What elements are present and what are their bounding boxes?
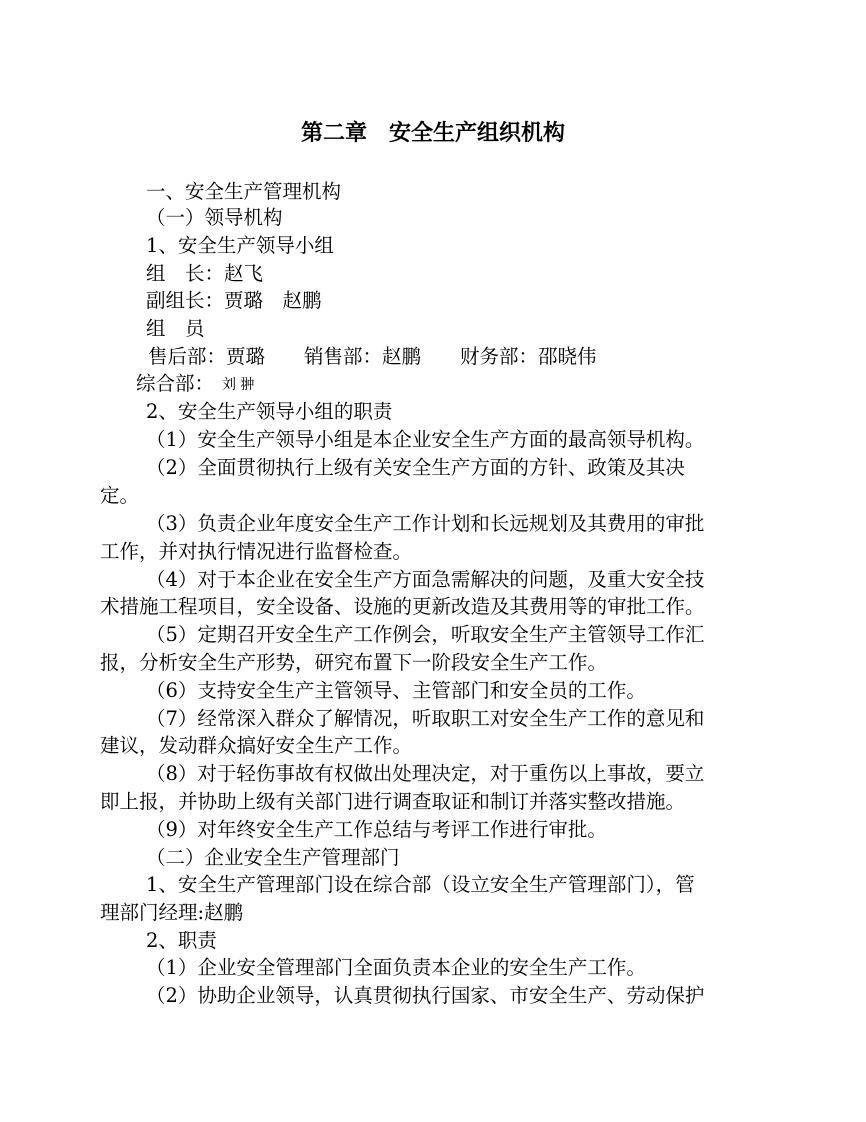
general-dept-label: 综合部： [136,372,215,395]
paragraph-line: （1）安全生产领导小组是本企业安全生产方面的最高领导机构。 [146,428,705,451]
paragraph-line: 工作，并对执行情况进行监督检查。 [100,540,413,563]
section-heading: 一、安全生产管理机构 [146,180,342,203]
general-dept-member: 刘 翀 [222,377,255,393]
paragraph-line: 术措施工程项目，安全设备、设施的更新改造及其费用等的审批工作。 [100,595,705,618]
subsection-heading: （二）企业安全生产管理部门 [146,846,400,869]
group-leader-line: 组 长：赵飞 [146,262,264,285]
paragraph-line: 建议，发动群众搞好安全生产工作。 [100,734,413,757]
paragraph-line: 即上报，并协助上级有关部门进行调查取证和制订并落实整改措施。 [100,790,686,813]
members-departments-line: 售后部：贾璐 销售部：赵鹏 财务部：邵晓伟 [148,345,597,368]
item-heading: 2、安全生产领导小组的职责 [146,400,393,423]
paragraph-line: （2）全面贯彻执行上级有关安全生产方面的方针、政策及其决 [146,456,685,479]
paragraph-line: （5）定期召开安全生产工作例会，听取安全生产主管领导工作汇 [146,623,705,646]
deputy-leader-line: 副组长：贾璐 赵鹏 [146,289,322,312]
paragraph-line: （9）对年终安全生产工作总结与考评工作进行审批。 [146,818,607,841]
paragraph-line: （1）企业安全管理部门全面负责本企业的安全生产工作。 [146,956,646,979]
paragraph-line: 定。 [100,484,140,507]
paragraph-line: （8）对于轻伤事故有权做出处理决定，对于重伤以上事故，要立 [146,762,705,785]
paragraph-line: （7）经常深入群众了解情况，听取职工对安全生产工作的意见和 [146,707,705,730]
paragraph-line: （2）协助企业领导，认真贯彻执行国家、市安全生产、劳动保护 [146,984,705,1007]
paragraph-line: （6）支持安全生产主管领导、主管部门和安全员的工作。 [146,679,646,702]
paragraph-line: （4）对于本企业在安全生产方面急需解决的问题，及重大安全技 [146,568,705,591]
item-heading: 2、职责 [146,929,217,952]
members-label: 组 员 [146,317,205,340]
paragraph-line: 理部门经理:赵鹏 [100,901,244,924]
chapter-title: 第二章 安全生产组织机构 [300,121,565,146]
paragraph-line: （3）负责企业年度安全生产工作计划和长远规划及其费用的审批 [146,512,705,535]
subsection-heading: （一）领导机构 [146,206,283,229]
item-heading: 1、安全生产领导小组 [146,234,334,257]
paragraph-line: 1、安全生产管理部门设在综合部（设立安全生产管理部门），管 [146,873,695,896]
paragraph-line: 报，分析安全生产形势，研究布置下一阶段安全生产工作。 [100,651,608,674]
